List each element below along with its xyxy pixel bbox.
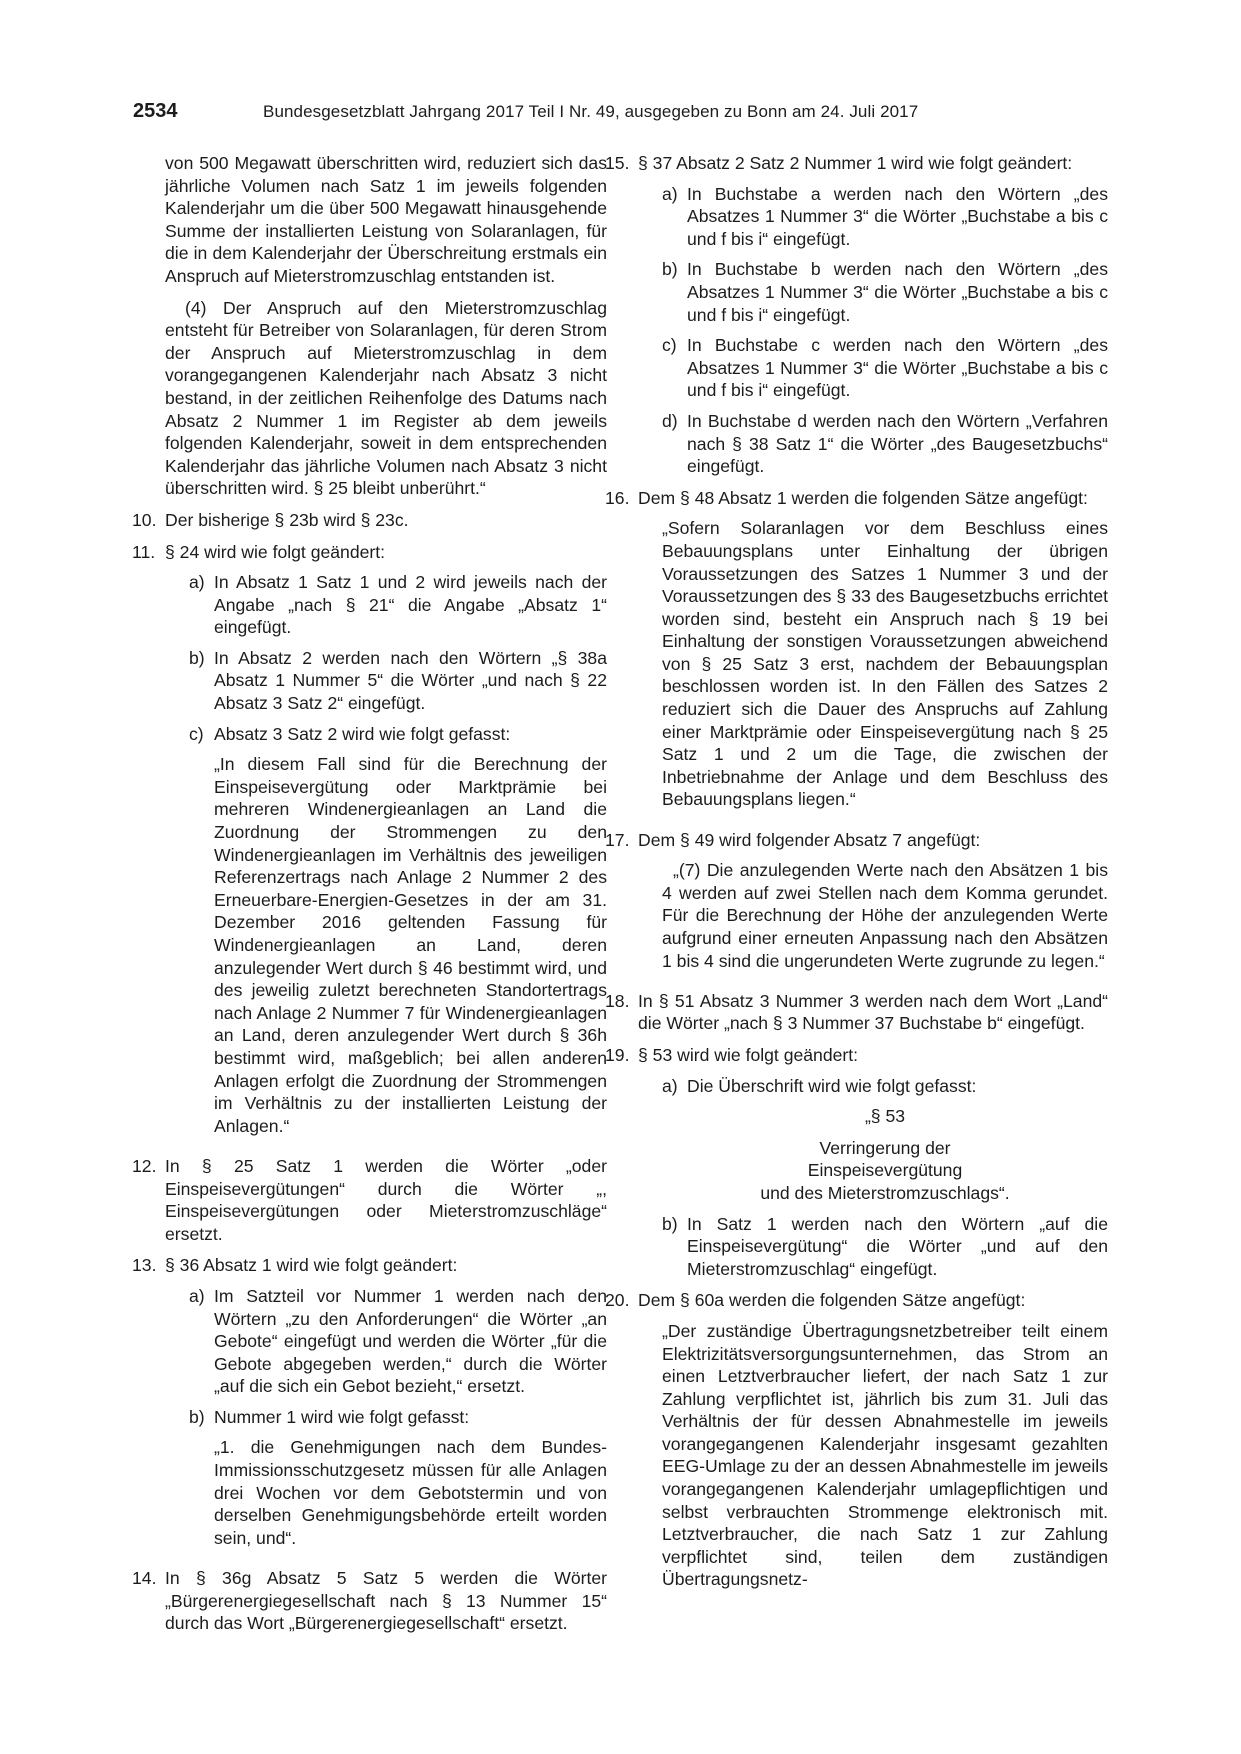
- sub-text: In Absatz 2 werden nach den Wörtern „§ 38a Absatz 1 Nummer 5“ die Wörter „und nach § 22 Absatz 3 Satz 2“ eingefügt.: [214, 647, 607, 714]
- sub-text: In Satz 1 werden nach den Wörtern „auf die Einspeisevergütung“ die Wörter „und auf den Mieterstromzuschlag“ eingefügt.: [687, 1213, 1108, 1279]
- quoted-text: „(7) Die anzulegenden Werte nach den Absätzen 1 bis 4 werden auf zwei Stellen nach dem Komma gerundet. Für die Berechnung der Höhe der anzulegenden Werte aufgrund einer erneuten Anpassung nach den Absätzen 1 bis 4 sind die ungerundeten Werte zugrunde zu legen.“: [662, 860, 1108, 971]
- item-text: In § 25 Satz 1 werden die Wörter „oder Einspeisevergütungen“ durch die Wörter „, Einspeisevergütungen oder Mieterstromzuschläge“ ersetzt.: [165, 1155, 607, 1244]
- quoted-text: „In diesem Fall sind für die Berechnung der Einspeisevergütung oder Marktprämie bei mehreren Windenergieanlagen an Land die Zuordnung der Strommengen zu den Windenergieanlagen im Verhältnis des jeweiligen Referenzertrags nach Anlage 2 Nummer 2 des Erneuerbare-Energien-Gesetzes in der am 31. Dezember 2016 geltenden Fassung für Windenergieanlagen an Land, deren anzulegender Wert durch § 46 bestimmt wird, und des jeweilig zuletzt berechneten Standortertrags nach Anlage 2 Nummer 7 für Windenergieanlagen an Land, deren anzulegender Wert durch § 36h bestimmt wird, maßgeblich; bei allen anderen Anlagen erfolgt die Zuordnung der Strommengen im Verhältnis zu der installierten Leistung der Anlagen.“: [214, 754, 607, 1136]
- item-15b: [662, 258, 1108, 326]
- sub-label: c): [662, 335, 677, 356]
- quoted-text: „Der zuständige Übertragungsnetzbetreiber teilt einem Elektrizitätsversorgungsunternehmen, das Strom an einen Letztverbraucher liefert, der nach Satz 1 zur Zahlung verpflichtet ist, jährlich bis zum 31. Juli das Verhältnis der für dessen Abnahmestelle im jeweils vorangegangenen Kalenderjahr insgesamt gezahlten EEG-Umlage zu der an dessen Abnahmestelle im jeweils vorangegangenen Kalenderjahr umlagepflichtigen und selbst verbrauchten Strommenge elektronisch mit. Letztverbraucher, die nach Satz 1 zur Zahlung verpflichtet sind, teilen dem zuständigen Übertragungsnetz-: [662, 1320, 1108, 1590]
- item-text: Dem § 48 Absatz 1 werden die folgenden Sätze angefügt:: [638, 487, 1088, 508]
- item-15a: [662, 183, 1108, 251]
- item-text: Der bisherige § 23b wird § 23c.: [165, 509, 409, 530]
- left-column: [132, 152, 607, 1635]
- quoted-text: „1. die Genehmigungen nach dem Bundes-Immissionsschutzgesetz müssen für alle Anlagen drei Wochen vor dem Gebotstermin und von derselben Genehmigungsbehörde erteilt worden sein, und“.: [214, 1437, 607, 1548]
- item-20: [605, 1289, 1108, 1312]
- sub-label: a): [189, 1285, 205, 1306]
- heading-line: „§ 53: [864, 1106, 906, 1127]
- item-number: 18.: [605, 990, 630, 1011]
- item-13a: [189, 1285, 607, 1398]
- item-text: Dem § 60a werden die folgenden Sätze angefügt:: [638, 1290, 1026, 1311]
- sub-text: In Buchstabe d werden nach den Wörtern „Verfahren nach § 38 Satz 1“ die Wörter „des Baugesetzbuchs“ eingefügt.: [687, 410, 1108, 477]
- item-13: [132, 1254, 607, 1277]
- sub-label: b): [189, 1406, 205, 1427]
- heading-line: Einspeisevergütung: [807, 1160, 963, 1181]
- page-header: [133, 100, 1113, 128]
- sub-text: Im Satzteil vor Nummer 1 werden nach den Wörtern „zu den Anforderungen“ die Wörter „an Gebote“ eingefügt und werden die Wörter „für die Gebote abgegeben werden,“ durch die Wörter „auf die sich ein Gebot bezieht,“ ersetzt.: [214, 1285, 607, 1397]
- item-number: 12.: [132, 1155, 157, 1176]
- item-17: [605, 829, 1108, 852]
- sub-label: c): [189, 723, 204, 744]
- item-16: [605, 487, 1108, 510]
- right-column: [605, 152, 1108, 1609]
- item-19: [605, 1044, 1108, 1067]
- item-11: [132, 541, 607, 564]
- sub-label: a): [662, 183, 678, 204]
- sub-label: b): [189, 647, 205, 668]
- item-19a: [662, 1075, 1108, 1098]
- item-number: 11.: [132, 541, 156, 562]
- item-number: 19.: [605, 1044, 630, 1065]
- continued-paragraph: von 500 Megawatt überschritten wird, reduziert sich das jährliche Volumen nach Satz 1 im jeweils folgenden Kalenderjahr um die über 500 Megawatt hinausgehende Summe der installierten Leistung von Solaranlagen, für die in dem Kalenderjahr der Überschreitung erstmals ein Anspruch auf Mieterstromzuschlag entstanden ist.: [165, 153, 607, 286]
- item-number: 17.: [605, 829, 630, 850]
- sub-text: In Absatz 1 Satz 1 und 2 wird jeweils nach der Angabe „nach § 21“ die Angabe „Absatz 1“ eingefügt.: [214, 572, 607, 638]
- item-number: 13.: [132, 1255, 157, 1276]
- item-text: In § 51 Absatz 3 Nummer 3 werden nach dem Wort „Land“ die Wörter „nach § 3 Nummer 37 Buchstabe b“ eingefügt.: [638, 990, 1108, 1034]
- running-head: Bundesgesetzblatt Jahrgang 2017 Teil I Nr. 49, ausgegeben zu Bonn am 24. Juli 2017: [263, 102, 919, 121]
- item-11b: [189, 647, 607, 715]
- item-number: 10.: [132, 509, 157, 530]
- item-text: § 53 wird wie folgt geändert:: [638, 1044, 859, 1065]
- heading-line: und des Mieterstromzuschlags“.: [760, 1182, 1010, 1203]
- item-15c: [662, 334, 1108, 402]
- item-19b: [662, 1213, 1108, 1281]
- item-15d: [662, 410, 1108, 478]
- item-11c: [189, 723, 607, 746]
- heading-line: Verringerung der: [819, 1137, 951, 1158]
- sub-text: In Buchstabe b werden nach den Wörtern „des Absatzes 1 Nummer 3“ die Wörter „Buchstabe a bis c und f bis i“ eingefügt.: [687, 259, 1108, 325]
- item-11a: [189, 571, 607, 639]
- page-number: 2534: [133, 100, 178, 122]
- item-number: 15.: [605, 153, 630, 173]
- item-number: 16.: [605, 487, 630, 508]
- item-text: In § 36g Absatz 5 Satz 5 werden die Wörter „Bürgerenergiegesellschaft nach § 13 Nummer 15“ durch das Wort „Bürgerenergiegesellschaft“ ersetzt.: [165, 1568, 607, 1634]
- sub-label: a): [189, 572, 205, 593]
- item-15: [605, 152, 1108, 175]
- sub-text: Nummer 1 wird wie folgt gefasst:: [214, 1406, 470, 1427]
- sub-label: b): [662, 1213, 678, 1234]
- item-text: § 24 wird wie folgt geändert:: [165, 541, 386, 562]
- sub-label: b): [662, 259, 678, 280]
- item-number: 14.: [132, 1568, 157, 1589]
- sub-text: Die Überschrift wird wie folgt gefasst:: [687, 1075, 977, 1096]
- item-text: Dem § 49 wird folgender Absatz 7 angefügt:: [638, 829, 981, 850]
- quoted-text: „Sofern Solaranlagen vor dem Beschluss eines Bebauungsplans unter Einhaltung der übrigen Voraussetzungen des Satzes 1 Nummer 3 und der Voraussetzungen des § 33 des Baugesetzbuchs errichtet worden sind, besteht ein Anspruch nach § 19 bei Einhaltung der sonstigen Voraussetzungen abweichend von § 25 Satz 3 erst, nachdem der Bebauungsplan beschlossen worden ist. In den Fällen des Satzes 2 reduziert sich die Dauer des Anspruchs auf Zahlung einer Marktprämie oder Einspeisevergütung nach § 25 Satz 1 und 2 um die Tage, die zwischen der Inbetriebnahme der Anlage und dem Beschluss des Bebauungsplans liegen.“: [662, 518, 1108, 810]
- item-10: [132, 509, 607, 532]
- item-18: [605, 990, 1108, 1035]
- item-12: [132, 1155, 607, 1245]
- sub-text: In Buchstabe a werden nach den Wörtern „des Absatzes 1 Nummer 3“ die Wörter „Buchstabe a bis c und f bis i“ eingefügt.: [687, 183, 1108, 249]
- item-13b: [189, 1406, 607, 1429]
- sub-label: a): [662, 1075, 678, 1096]
- item-text: § 36 Absatz 1 wird wie folgt geändert:: [165, 1255, 458, 1276]
- sub-text: Absatz 3 Satz 2 wird wie folgt gefasst:: [214, 723, 511, 744]
- section-heading-quote: [662, 1105, 1108, 1204]
- sub-text: In Buchstabe c werden nach den Wörtern „des Absatzes 1 Nummer 3“ die Wörter „Buchstabe a bis c und f bis i“ eingefügt.: [687, 335, 1108, 401]
- item-number: 20.: [605, 1290, 630, 1311]
- item-14: [132, 1567, 607, 1635]
- paragraph-4: (4) Der Anspruch auf den Mieterstromzuschlag entsteht für Betreiber von Solaranlagen, für deren Strom der Anspruch auf Mieterstromzuschlag in dem vorangegangenen Kalenderjahr nach Absatz 3 nicht bestand, in der zeitlichen Reihenfolge des Datums nach Absatz 2 Nummer 1 im Register ab dem jeweils folgenden Kalenderjahr, soweit in dem entsprechenden Kalenderjahr das jährliche Volumen nach Absatz 3 nicht überschritten wird. § 25 bleibt unberührt.“: [165, 297, 607, 499]
- sub-label: d): [662, 410, 678, 431]
- item-text: § 37 Absatz 2 Satz 2 Nummer 1 wird wie folgt geändert:: [638, 153, 1073, 173]
